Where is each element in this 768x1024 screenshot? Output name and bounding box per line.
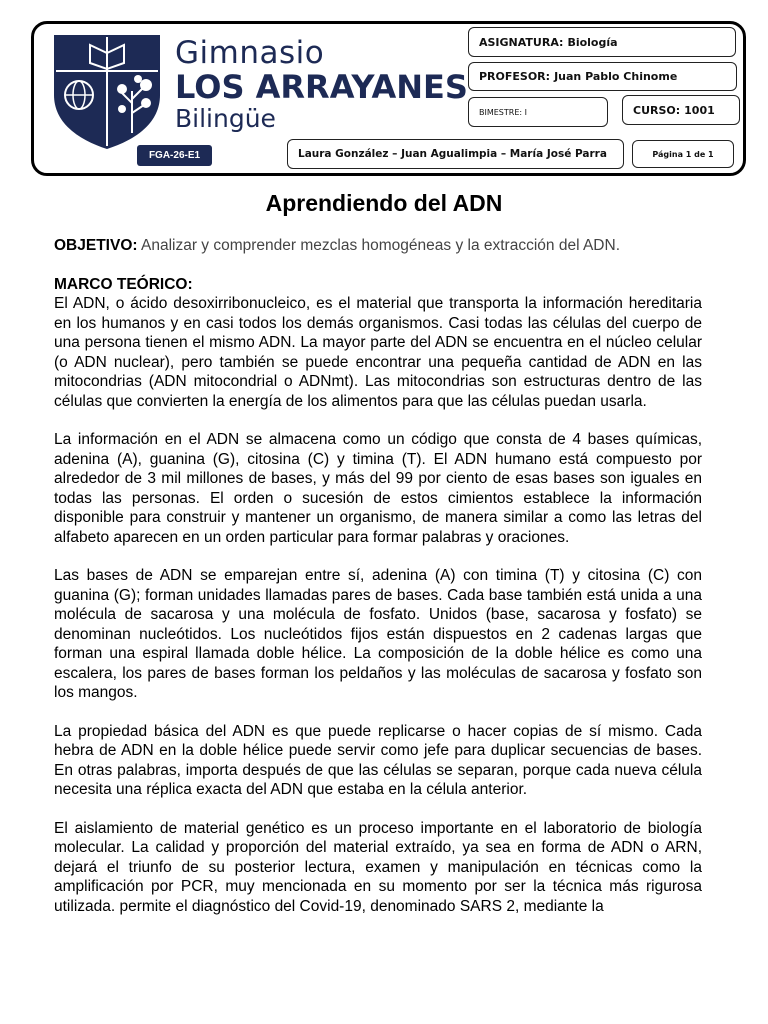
profesor-value: Juan Pablo Chinome — [554, 70, 678, 83]
profesor-box — [468, 62, 737, 91]
document-body — [54, 236, 702, 935]
curso-label: CURSO: — [633, 103, 681, 117]
curso-box — [622, 95, 740, 125]
authors-box — [287, 139, 624, 169]
paragraph-3: Las bases de ADN se emparejan entre sí, adenina (A) con timina (T) y citosina (C) con guanina (G); forman unidades llamadas pares de bases. Cada base también está unida a una molécula de sacarosa y una molécula de fosfato. Unidos (base, sacarosa y fosfato) se denominan nucleótidos. Los nucleótidos fijos están dispuestos en 2 cadenas largas que forman una espiral llamada doble hélice. La composición de la doble hélice es como una escalera, los pares de bases forman los peldaños y las moléculas de sacarosa y fosfato son los mangos. — [54, 567, 702, 701]
curso-value: 1001 — [684, 103, 715, 117]
school-name — [175, 35, 468, 133]
page-number-box — [632, 140, 734, 168]
school-shield-logo — [52, 33, 162, 151]
profesor-label: PROFESOR: — [479, 70, 551, 83]
marco-teorico-heading: MARCO TEÓRICO: — [54, 275, 193, 293]
school-name-line3: Bilingüe — [175, 104, 276, 133]
asignatura-box — [468, 27, 736, 57]
paragraph-1: El ADN, o ácido desoxirribonucleico, es el material que transporta la información hereditaria en los humanos y en casi todos los demás organismos. Casi todas las células del cuerpo de una persona tienen el mismo ADN. La mayor parte del ADN se encuentra en el núcleo celular (o ADN nuclear), pero también se puede encontrar una pequeña cantidad de ADN en las mitocondrias (ADN mitocondrial o ADNmt). Las mitocondrias son estructuras dentro de las células que convierten la energía de los alimentos para que las células puedan usarla. — [54, 295, 702, 410]
document-title: Aprendiendo del ADN — [265, 190, 503, 216]
objetivo-text: Analizar y comprender mezclas homogéneas y la extracción del ADN. — [141, 237, 621, 254]
document-code-badge: FGA-26-E1 — [137, 145, 212, 166]
asignatura-label: ASIGNATURA: — [479, 35, 564, 49]
bimestre-text: BIMESTRE: I — [479, 107, 527, 117]
objetivo-line — [54, 236, 702, 256]
asignatura-value: Biología — [567, 35, 618, 49]
paragraph-5: El aislamiento de material genético es un proceso importante en el laboratorio de biología molecular. La calidad y proporción del material extraído, ya sea en forma de ADN o ARN, dejará el triunfo de su posterior lectura, examen y manipulación en técnicas como la amplificación por PCR, muy mencionada en su momento por ser la técnica más rigurosa utilizada. permite el diagnóstico del Covid-19, denominado SARS 2, mediante la — [54, 819, 702, 915]
page-number-text: Página 1 de 1 — [652, 149, 714, 159]
school-name-line1: Gimnasio — [175, 35, 325, 71]
school-name-line2: LOS ARRAYANES — [175, 68, 468, 106]
paragraph-4: La propiedad básica del ADN es que puede replicarse o hacer copias de sí mismo. Cada hebra de ADN en la doble hélice puede servir como jefe para duplicar secuencias de bases. En otras palabras, importa después de que las células se separan, porque cada nueva célula necesita una réplica exacta del ADN que estaba en la célula anterior. — [54, 722, 702, 798]
paragraph-2: La información en el ADN se almacena como un código que consta de 4 bases químicas, adenina (A), guanina (G), citosina (C) y timina (T). El ADN humano está compuesto por alrededor de 3 mil millones de bases, y más del 99 por ciento de esas bases son iguales en todas las personas. El orden o sucesión de estos cimientos establece la información disponible para construir y mantener un organismo, de manera similar a como las letras del alfabeto aparecen en un orden particular para formar palabras y oraciones. — [54, 431, 702, 546]
objetivo-label: OBJETIVO: — [54, 237, 138, 254]
bimestre-box — [468, 97, 608, 127]
authors-text: Laura González – Juan Agualimpia – María José Parra — [298, 148, 607, 160]
